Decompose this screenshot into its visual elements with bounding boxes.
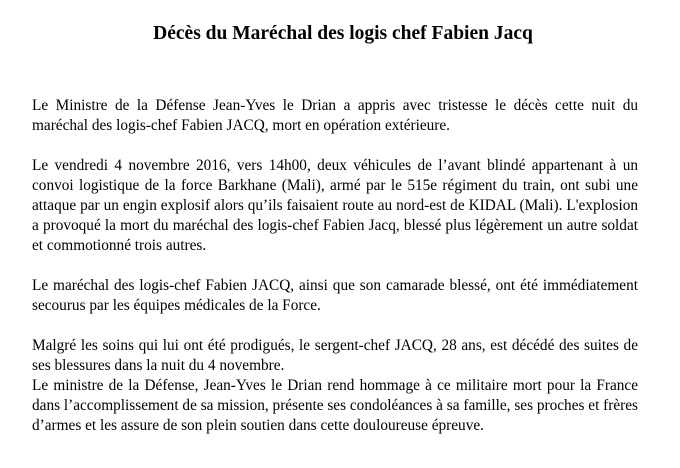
document — [32, 22, 638, 456]
paragraph-rescue: Le maréchal des logis-chef Fabien JACQ, ainsi que son camarade blessé, ont été immédiatement secourus par les équipes médicales de la Force. — [32, 277, 638, 314]
document-title: Décès du Maréchal des logis chef Fabien Jacq — [153, 23, 533, 44]
paragraph-tribute: Le ministre de la Défense, Jean-Yves le Drian rend hommage à ce militaire mort pour la France dans l’accomplissement de sa mission, présente ses condoléances à sa famille, ses proches et frères d’armes et les assure de son plein soutien dans cette douloureuse épreuve. — [32, 377, 638, 434]
paragraph-death: Malgré les soins qui lui ont été prodigués, le sergent-chef JACQ, 28 ans, est décédé des suites de ses blessures dans la nuit du 4 novembre. — [32, 337, 638, 374]
paragraph-attack-details: Le vendredi 4 novembre 2016, vers 14h00, deux véhicules de l’avant blindé appartenant à un convoi logistique de la force Barkhane (Mali), armé par le 515e régiment du train, ont subi une attaque par un engin explosif alors qu’ils faisaient route au nord-est de KIDAL (Mali). L'explosion a provoqué la mort du maréchal des logis-chef Fabien Jacq, blessé plus légèrement un autre soldat et commotionné trois autres. — [32, 157, 638, 254]
paragraph-announcement: Le Ministre de la Défense Jean-Yves le Drian a appris avec tristesse le décès cette nuit du maréchal des logis-chef Fabien JACQ, mort en opération extérieure. — [32, 97, 638, 134]
document-body — [32, 96, 638, 436]
